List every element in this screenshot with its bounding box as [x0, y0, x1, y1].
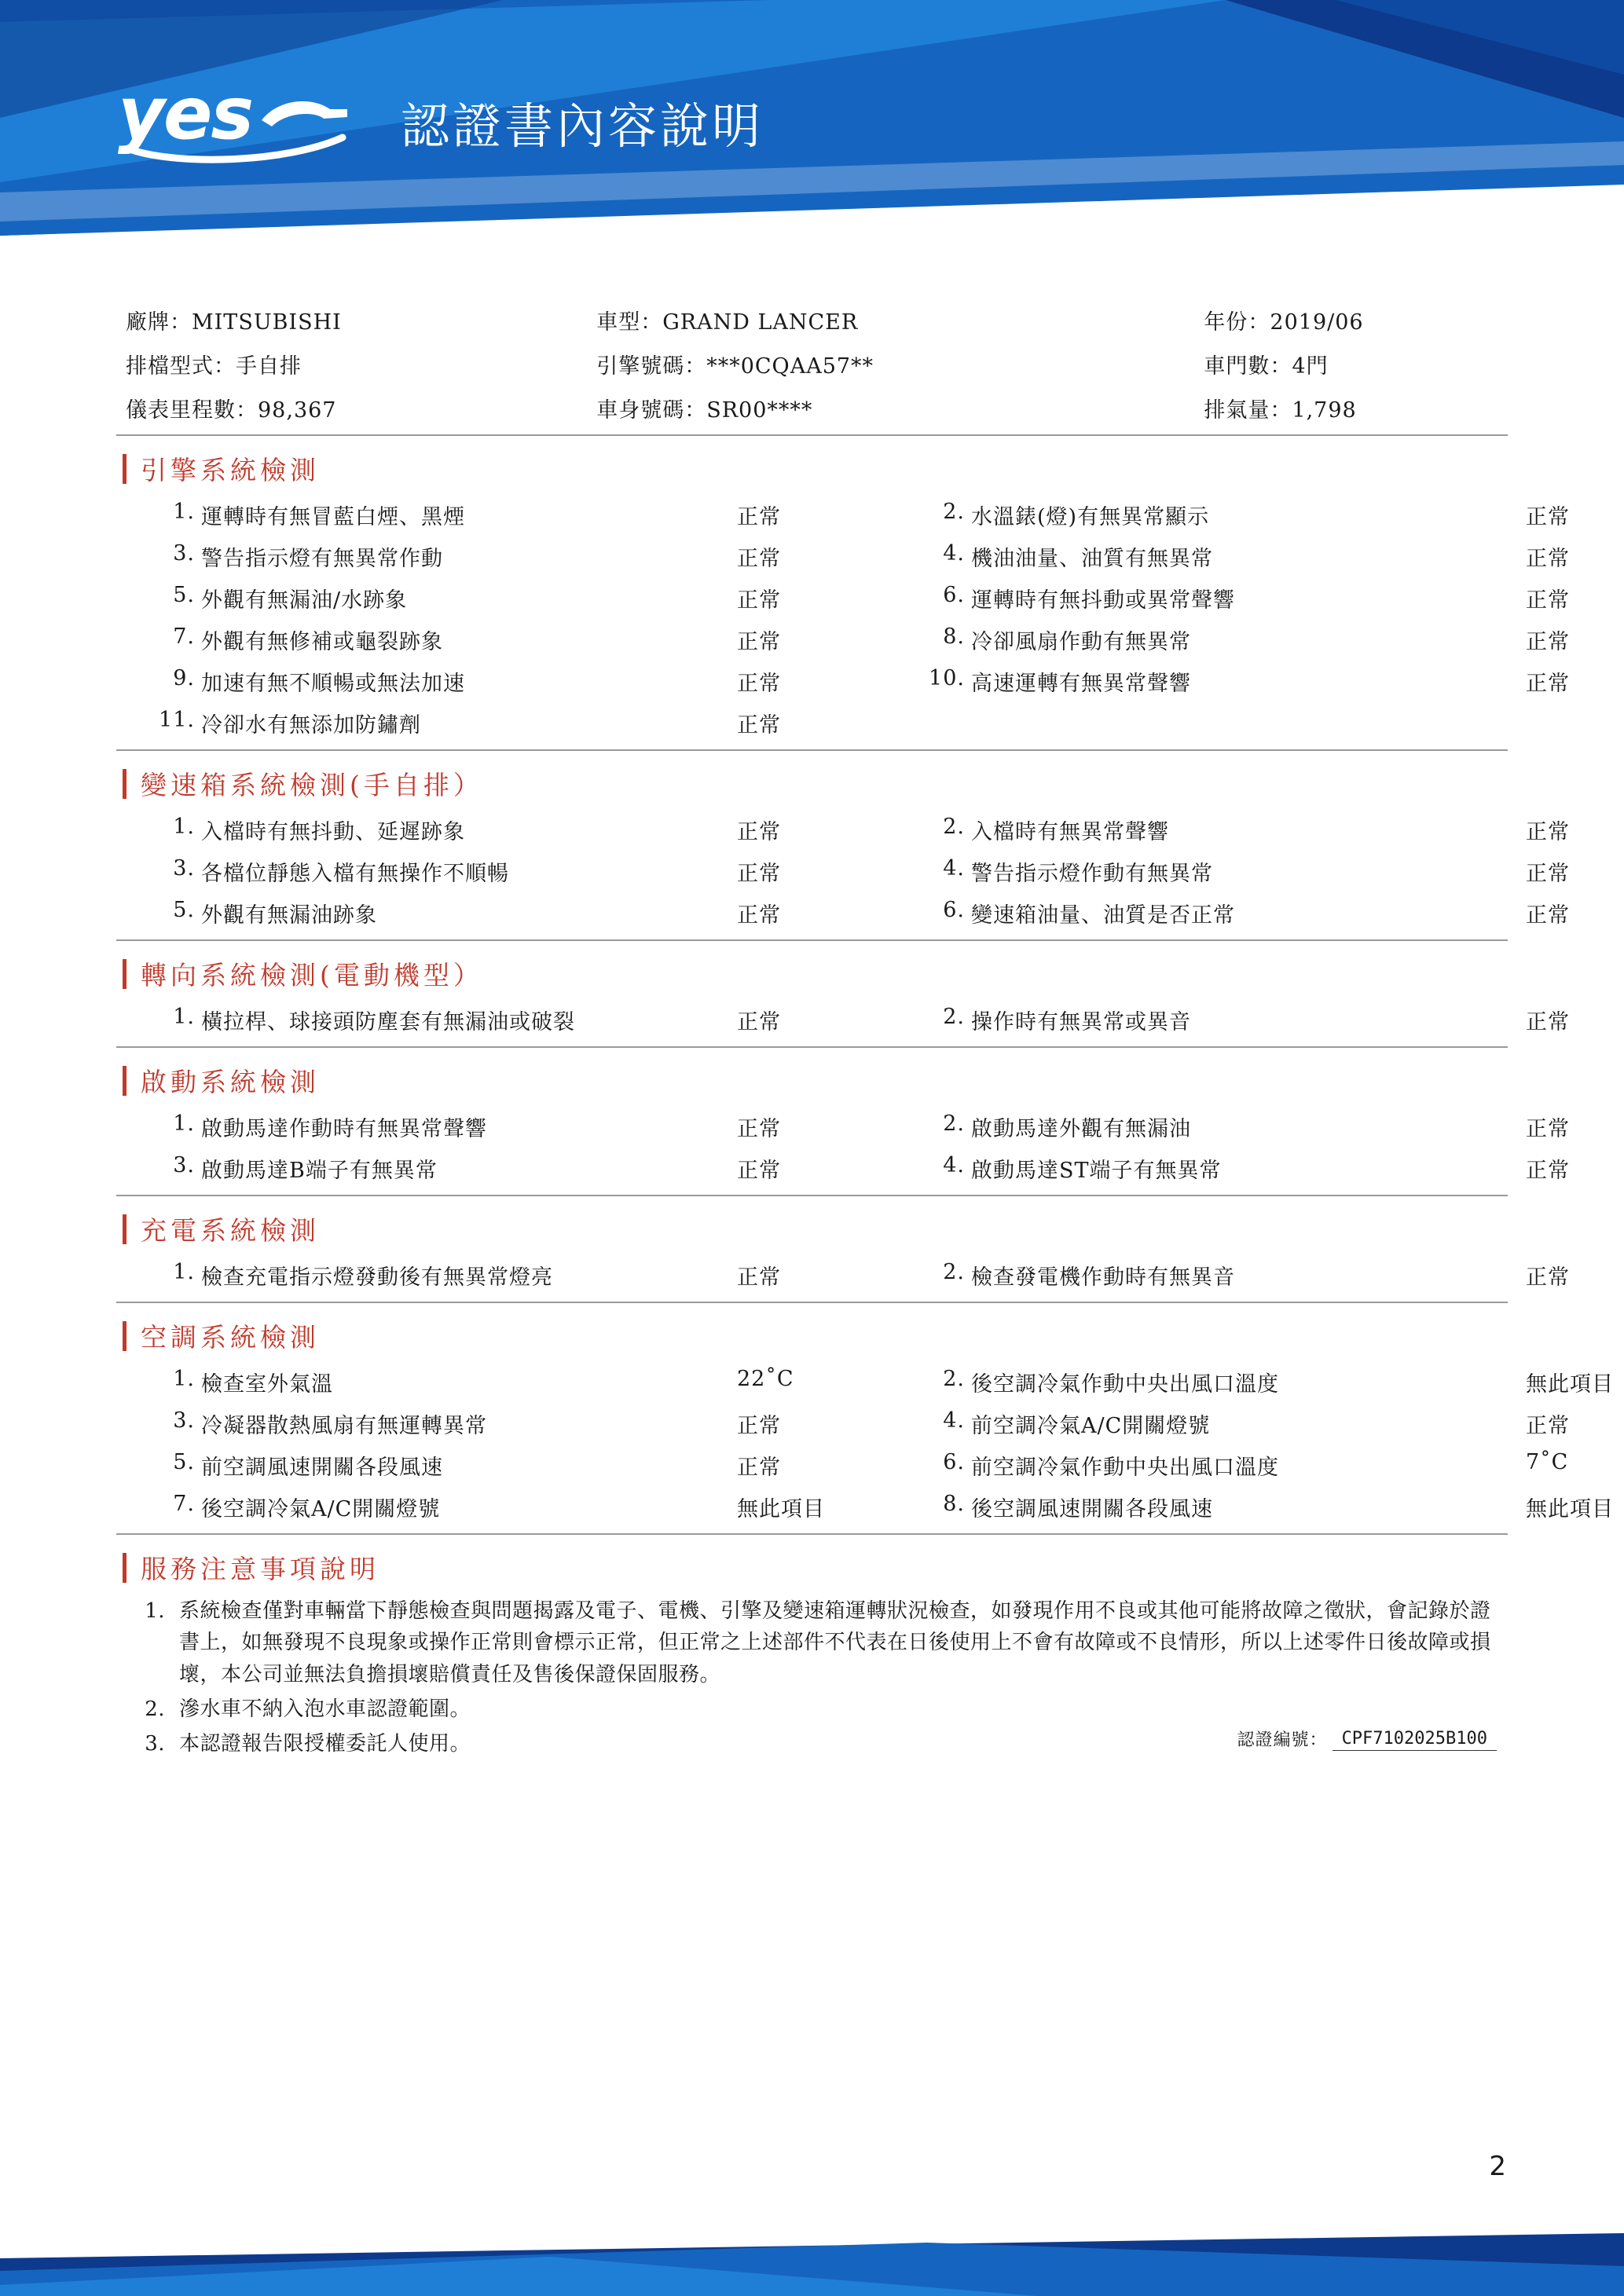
- inspection-item: [116, 1111, 729, 1142]
- item-number: 3.: [173, 541, 195, 566]
- car-swoosh-icon: [118, 71, 354, 169]
- item-number: 9.: [173, 666, 195, 690]
- item-result: 無此項目: [1526, 1372, 1614, 1397]
- inspection-item: [116, 1260, 729, 1291]
- item-number: 6.: [943, 898, 965, 922]
- page-footer: [0, 2210, 1624, 2296]
- item-label: 啟動馬達作動時有無異常聲響: [201, 1117, 487, 1141]
- inspection-item: [886, 1367, 1499, 1397]
- inspection-item: [116, 1367, 729, 1397]
- inspection-item: [886, 815, 1499, 845]
- item-label: 運轉時有無冒藍白煙、黑煙: [201, 505, 465, 529]
- item-result: 正常: [1526, 862, 1570, 886]
- item-result: 正常: [737, 1117, 781, 1141]
- item-label: 外觀有無漏油/水跡象: [201, 588, 408, 613]
- note-text: 本認證報告限授權委託人使用。: [179, 1732, 471, 1756]
- inspection-section: [116, 1303, 1614, 1535]
- item-label: 高速運轉有無異常聲響: [971, 672, 1191, 696]
- item-result: 正常: [737, 547, 781, 571]
- item-result: 正常: [1526, 547, 1570, 571]
- inspection-item: [116, 624, 729, 655]
- item-label: 啟動馬達ST端子有無異常: [971, 1159, 1222, 1183]
- item-label: 冷卻風扇作動有無異常: [971, 630, 1191, 654]
- section-accent-bar: [123, 1321, 126, 1351]
- section-title-text: 變速箱系統檢測(手自排）: [141, 770, 483, 800]
- item-result: 正常: [737, 1414, 781, 1438]
- item-label: 後空調冷氣作動中央出風口溫度: [971, 1372, 1279, 1397]
- section-heading: [116, 751, 1508, 807]
- inspection-item: [886, 1005, 1499, 1035]
- item-result: 正常: [737, 672, 781, 696]
- inspection-item: [116, 1492, 729, 1522]
- inspection-items: [116, 997, 1570, 1035]
- section-accent-bar: [123, 959, 126, 989]
- item-number: 2.: [943, 815, 965, 839]
- inspection-item: [116, 1450, 729, 1481]
- item-label: 變速箱油量、油質是否正常: [971, 903, 1235, 928]
- item-label: 各檔位靜態入檔有無操作不順暢: [201, 862, 509, 886]
- item-result: 無此項目: [737, 1497, 825, 1522]
- page-title: 認證書內容說明: [401, 97, 764, 155]
- item-number: 5.: [173, 898, 195, 922]
- brand-logo: [118, 71, 764, 169]
- item-number: 11.: [159, 708, 195, 732]
- page-number: 2: [1489, 2151, 1506, 2182]
- item-spacer: [886, 708, 1499, 738]
- item-label: 加速有無不順暢或無法加速: [201, 672, 465, 696]
- inspection-item: [886, 1260, 1499, 1291]
- vehicle-brand: 廠牌：MITSUBISHI: [126, 310, 342, 335]
- item-result: 正常: [737, 820, 781, 844]
- item-number: 1.: [173, 1005, 195, 1029]
- item-label: 外觀有無修補或龜裂跡象: [201, 630, 443, 654]
- item-number: 2.: [943, 1367, 965, 1391]
- vehicle-info-column-2: [596, 305, 1204, 423]
- item-label: 操作時有無異常或異音: [971, 1010, 1191, 1034]
- item-result: 正常: [1526, 630, 1570, 654]
- note-text: 滲水車不納入泡水車認證範圍。: [179, 1697, 471, 1721]
- item-number: 3.: [173, 1408, 195, 1433]
- item-number: 2.: [943, 500, 965, 524]
- item-number: 1.: [173, 1367, 195, 1391]
- note-item: [116, 1694, 1508, 1725]
- item-number: 2.: [943, 1111, 965, 1136]
- vehicle-displacement: 排氣量：1,798: [1204, 398, 1357, 423]
- section-heading: [116, 1196, 1508, 1252]
- inspection-section: [116, 751, 1570, 941]
- section-accent-bar: [123, 1066, 126, 1096]
- inspection-items: [116, 807, 1570, 928]
- item-result: 正常: [737, 588, 781, 613]
- item-label: 運轉時有無抖動或異常聲響: [971, 588, 1235, 613]
- item-number: 2.: [943, 1005, 965, 1029]
- vehicle-year: 年份：2019/06: [1204, 310, 1364, 335]
- note-item: [116, 1595, 1508, 1690]
- item-label: 檢查發電機作動時有無異音: [971, 1265, 1235, 1290]
- item-result: 正常: [1526, 903, 1570, 928]
- section-heading: [116, 436, 1508, 492]
- inspection-item: [886, 1408, 1499, 1439]
- inspection-item: [886, 1153, 1499, 1184]
- item-result: 正常: [737, 1010, 781, 1034]
- inspection-item: [116, 708, 729, 738]
- vehicle-body-number: 車身號碼：SR00****: [596, 398, 813, 423]
- item-label: 檢查室外氣溫: [201, 1372, 333, 1397]
- service-notes-block: [116, 1535, 1508, 1756]
- item-result: 正常: [737, 1456, 781, 1480]
- item-result: 7˚C: [1526, 1450, 1569, 1474]
- section-heading: [116, 1048, 1508, 1104]
- section-title-text: 充電系統檢測: [141, 1215, 320, 1246]
- inspection-items: [116, 492, 1570, 738]
- item-result: 正常: [737, 630, 781, 654]
- item-label: 警告指示燈作動有無異常: [971, 862, 1213, 886]
- item-number: 1.: [173, 815, 195, 839]
- item-result: 正常: [737, 713, 781, 738]
- yes-logo-mark: [118, 71, 354, 169]
- vehicle-info-column-3: [1204, 305, 1508, 423]
- item-label: 入檔時有無抖動、延遲跡象: [201, 820, 465, 844]
- item-result: 正常: [737, 1159, 781, 1183]
- vehicle-engine-number: 引擎號碼：***0CQAA57**: [596, 354, 874, 379]
- item-result: 正常: [1526, 588, 1570, 613]
- item-number: 2.: [943, 1260, 965, 1284]
- inspection-item: [116, 541, 729, 572]
- item-label: 啟動馬達B端子有無異常: [201, 1159, 438, 1183]
- item-label: 檢查充電指示燈發動後有無異常燈亮: [201, 1265, 553, 1290]
- inspection-item: [886, 856, 1499, 887]
- inspection-section: [116, 1196, 1570, 1303]
- item-number: 6.: [943, 583, 965, 607]
- item-number: 4.: [943, 541, 965, 566]
- inspection-item: [116, 500, 729, 530]
- inspection-item: [886, 624, 1499, 655]
- item-result: 無此項目: [1526, 1497, 1614, 1522]
- item-number: 4.: [943, 856, 965, 881]
- item-label: 入檔時有無異常聲響: [971, 820, 1169, 844]
- item-result: 正常: [1526, 820, 1570, 844]
- inspection-item: [116, 666, 729, 697]
- inspection-item: [116, 583, 729, 613]
- item-label: 前空調冷氣作動中央出風口溫度: [971, 1456, 1279, 1480]
- vehicle-mileage: 儀表里程數：98,367: [126, 398, 337, 423]
- certificate-number-value: CPF7102025B100: [1333, 1729, 1497, 1751]
- item-label: 橫拉桿、球接頭防塵套有無漏油或破裂: [201, 1010, 575, 1034]
- item-result: 22˚C: [737, 1367, 794, 1391]
- item-number: 7.: [173, 1492, 195, 1516]
- item-result: 正常: [737, 862, 781, 886]
- inspection-item: [886, 1492, 1499, 1522]
- item-label: 後空調風速開關各段風速: [971, 1497, 1213, 1522]
- footer-decoration: [0, 2210, 1624, 2296]
- item-result: 正常: [1526, 1010, 1570, 1034]
- section-title-text: 引擎系統檢測: [141, 455, 320, 485]
- inspection-item: [886, 1111, 1499, 1142]
- inspection-item: [886, 541, 1499, 572]
- note-index: 3.: [145, 1732, 165, 1756]
- item-number: 3.: [173, 1153, 195, 1177]
- inspection-section: [116, 941, 1570, 1048]
- inspection-item: [116, 856, 729, 887]
- section-accent-bar: [123, 1214, 126, 1244]
- item-label: 水溫錶(燈)有無異常顯示: [971, 505, 1210, 529]
- item-result: 正常: [1526, 1159, 1570, 1183]
- inspection-items: [116, 1104, 1570, 1184]
- item-label: 前空調冷氣A/C開關燈號: [971, 1414, 1211, 1438]
- item-spacer: [1499, 708, 1570, 738]
- item-number: 5.: [173, 583, 195, 607]
- note-text: 系統檢查僅對車輛當下靜態檢查與問題揭露及電子、電機、引擎及變速箱運轉狀況檢查，如發現作用不良或其他可能將故障之徵狀，會記錄於證書上，如無發現不良現象或操作正常則會標示正常，但正常之上述部件不代表在日後使用上不會有故障或不良情形，所以上述零件日後故障或損壞，本公司並無法負擔損壞賠償責任及售後保證保固服務。: [179, 1599, 1491, 1686]
- item-result: 正常: [1526, 1414, 1570, 1438]
- section-accent-bar: [123, 769, 126, 799]
- notes-title-text: 服務注意事項說明: [141, 1554, 379, 1584]
- item-number: 3.: [173, 856, 195, 881]
- page-header: [0, 0, 1624, 291]
- inspection-section: [116, 1048, 1570, 1196]
- inspection-item: [116, 898, 729, 928]
- item-number: 6.: [943, 1450, 965, 1474]
- section-heading: [116, 941, 1508, 997]
- note-index: 2.: [145, 1697, 165, 1721]
- item-number: 1.: [173, 500, 195, 524]
- section-accent-bar: [123, 1553, 126, 1583]
- inspection-item: [116, 1408, 729, 1439]
- section-title-text: 轉向系統檢測(電動機型）: [141, 960, 483, 991]
- vehicle-info-column-1: [116, 305, 596, 423]
- note-index: 1.: [145, 1599, 165, 1623]
- item-label: 外觀有無漏油跡象: [201, 903, 377, 928]
- inspection-section: [116, 436, 1570, 751]
- inspection-item: [886, 583, 1499, 613]
- item-result: 正常: [737, 1265, 781, 1290]
- item-number: 1.: [173, 1260, 195, 1284]
- item-label: 冷凝器散熱風扇有無運轉異常: [201, 1414, 487, 1438]
- item-result: 正常: [737, 903, 781, 928]
- item-result: 正常: [737, 505, 781, 529]
- document-body: [0, 291, 1624, 1756]
- item-label: 啟動馬達外觀有無漏油: [971, 1117, 1191, 1141]
- logo-wordmark: yes: [118, 71, 253, 156]
- item-number: 8.: [943, 1492, 965, 1516]
- item-result: 正常: [1526, 1117, 1570, 1141]
- section-title-text: 啟動系統檢測: [141, 1067, 320, 1097]
- inspection-item: [116, 1005, 729, 1035]
- inspection-item: [116, 1153, 729, 1184]
- item-number: 4.: [943, 1153, 965, 1177]
- item-result: 正常: [1526, 672, 1570, 696]
- item-number: 10.: [929, 666, 965, 690]
- section-accent-bar: [123, 454, 126, 484]
- inspection-items: [116, 1252, 1570, 1291]
- item-number: 5.: [173, 1450, 195, 1474]
- vehicle-info-block: [116, 291, 1508, 436]
- inspection-item: [886, 1450, 1499, 1481]
- item-label: 機油油量、油質有無異常: [971, 547, 1213, 571]
- inspection-item: [886, 666, 1499, 697]
- vehicle-transmission: 排檔型式：手自排: [126, 354, 302, 379]
- inspection-item: [886, 898, 1499, 928]
- inspection-item: [886, 500, 1499, 530]
- section-heading: [116, 1303, 1508, 1359]
- inspection-items: [116, 1359, 1614, 1522]
- vehicle-model: 車型：GRAND LANCER: [596, 310, 859, 335]
- item-label: 冷卻水有無添加防鏽劑: [201, 713, 421, 738]
- item-number: 4.: [943, 1408, 965, 1433]
- item-number: 1.: [173, 1111, 195, 1136]
- item-result: 正常: [1526, 505, 1570, 529]
- item-result: 正常: [1526, 1265, 1570, 1290]
- item-number: 7.: [173, 624, 195, 649]
- item-number: 8.: [943, 624, 965, 649]
- item-label: 警告指示燈有無異常作動: [201, 547, 443, 571]
- item-label: 後空調冷氣A/C開關燈號: [201, 1497, 441, 1522]
- item-label: 前空調風速開關各段風速: [201, 1456, 443, 1480]
- notes-heading: [116, 1535, 1508, 1591]
- section-title-text: 空調系統檢測: [141, 1322, 320, 1353]
- certificate-number-label: 認證編號：: [1237, 1730, 1328, 1751]
- vehicle-door-count: 車門數：4門: [1204, 354, 1329, 379]
- inspection-item: [116, 815, 729, 845]
